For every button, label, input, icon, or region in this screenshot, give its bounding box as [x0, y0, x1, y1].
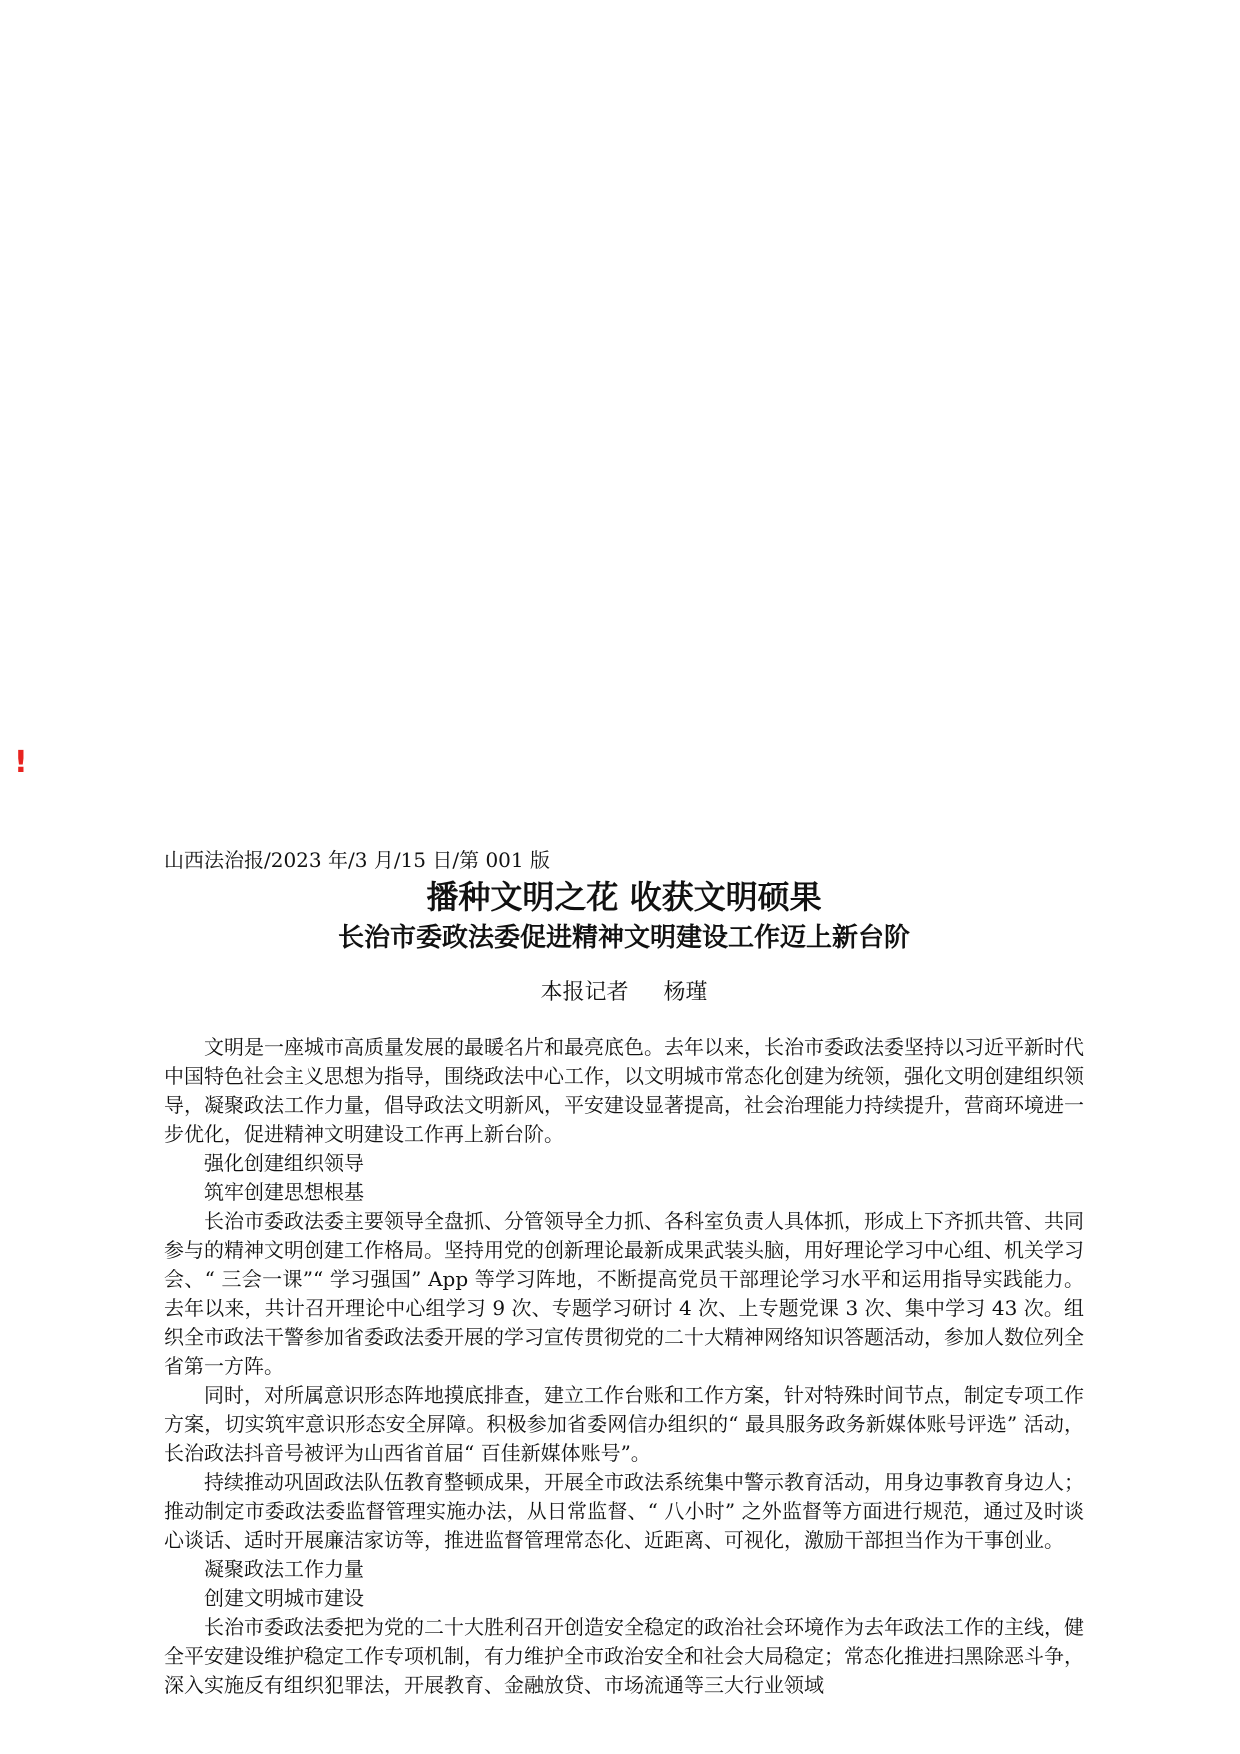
section-heading: 创建文明城市建设 [204, 1586, 364, 1610]
publication-source: 山西法治报/2023 年/3 月/15 日/第 001 版 [164, 848, 550, 872]
article-body [164, 1033, 1084, 1700]
article [164, 845, 1084, 1700]
paragraph: 持续推动巩固政法队伍教育整顿成果，开展全市政法系统集中警示教育活动，用身边事教育身边人；推动制定市委政法委监督管理实施办法，从日常监督、“ 八小时” 之外监督等方面进行规范，通过及时谈心谈话、适时开展廉洁家访等，推进监督管理常态化、近距离、可视化，激励干部担当作为干事创业。 [164, 1470, 1084, 1552]
paragraph: 文明是一座城市高质量发展的最暖名片和最亮底色。去年以来，长治市委政法委坚持以习近平新时代中国特色社会主义思想为指导，围绕政法中心工作，以文明城市常态化创建为统领，强化文明创建组织领导，凝聚政法工作力量，倡导政法文明新风，平安建设显著提高，社会治理能力持续提升，营商环境进一步优化，促进精神文明建设工作再上新台阶。 [164, 1035, 1084, 1146]
byline: 本报记者 杨瑾 [540, 980, 708, 1005]
section-heading: 筑牢创建思想根基 [204, 1180, 364, 1204]
red-exclamation-mark: ! [14, 745, 28, 780]
paragraph: 同时，对所属意识形态阵地摸底排查，建立工作台账和工作方案，针对特殊时间节点，制定专项工作方案，切实筑牢意识形态安全屏障。积极参加省委网信办组织的“ 最具服务政务新媒体账号评选” 活动，长治政法抖音号被评为山西省首届“ 百佳新媒体账号”。 [164, 1383, 1084, 1465]
article-title: 播种文明之花 收获文明硕果 [426, 878, 822, 916]
section-heading: 凝聚政法工作力量 [204, 1557, 364, 1581]
article-subtitle: 长治市委政法委促进精神文明建设工作迈上新台阶 [337, 923, 910, 953]
paragraph: 长治市委政法委把为党的二十大胜利召开创造安全稳定的政治社会环境作为去年政法工作的主线，健全平安建设维护稳定工作专项机制，有力维护全市政治安全和社会大局稳定；常态化推进扫黑除恶斗争，深入实施反有组织犯罪法，开展教育、金融放贷、市场流通等三大行业领域 [164, 1615, 1084, 1697]
section-heading: 强化创建组织领导 [204, 1151, 364, 1175]
paragraph: 长治市委政法委主要领导全盘抓、分管领导全力抓、各科室负责人具体抓，形成上下齐抓共管、共同参与的精神文明创建工作格局。坚持用党的创新理论最新成果武装头脑，用好理论学习中心组、机关学习会、“ 三会一课”“ 学习强国” App 等学习阵地，不断提高党员干部理论学习水平和运用指导实践能力。去年以来，共计召开理论中心组学习 9 次、专题学习研讨 4 次、上专题党课 3 次、集中学习 43 次。组织全市政法干警参加省委政法委开展的学习宣传贯彻党的二十大精神网络知识答题活动，参加人数位列全省第一方阵。 [164, 1209, 1084, 1378]
